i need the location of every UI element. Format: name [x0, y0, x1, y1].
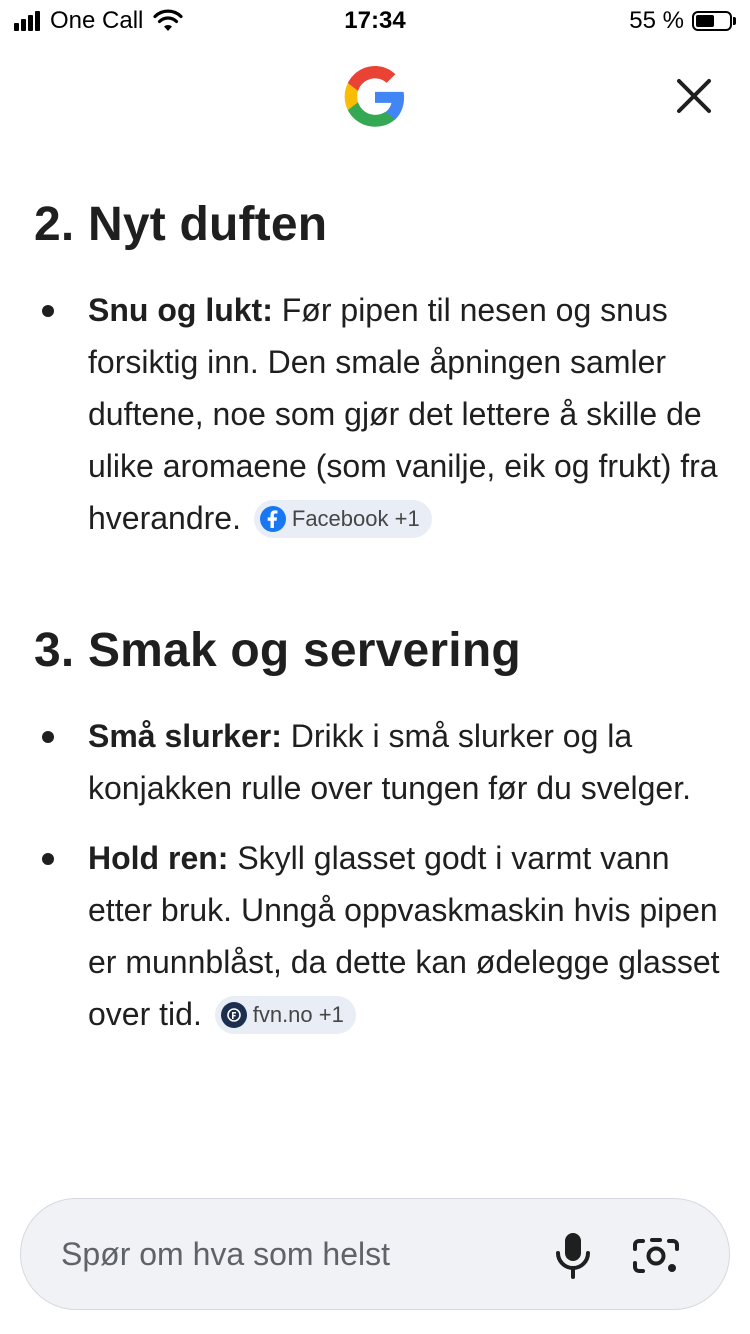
section-title-nyt-duften: 2. Nyt duften: [34, 198, 328, 251]
answer-content: [34, 190, 724, 1040]
bullet-list: [34, 710, 724, 1040]
status-bar: [0, 0, 750, 42]
source-chip-fvn[interactable]: [215, 996, 356, 1034]
source-chip-facebook[interactable]: [254, 500, 432, 538]
source-chip-label: Facebook +1: [291, 505, 420, 531]
carrier-name: One Call: [50, 7, 144, 34]
item-text: Drikk i små slurker og la konjakken rulle over tungen før du svelger.: [88, 718, 691, 806]
source-chip-label: fvn.no +1: [252, 1001, 344, 1027]
item-label: Hold ren:: [88, 840, 229, 876]
bullet-list: [34, 284, 724, 544]
battery-tip: [733, 17, 736, 25]
item-label: Snu og lukt:: [88, 292, 273, 328]
section-title-smak-og-servering: 3. Smak og servering: [34, 624, 521, 677]
clock: 17:34: [344, 7, 406, 34]
item-text: Skyll glasset godt i varmt vann etter bruk. Unngå oppvaskmaskin hvis pipen er munnblåst, da dette kan ødelegge glasset over tid.: [88, 840, 720, 1032]
list-item: [34, 832, 724, 1040]
search-input[interactable]: [61, 1229, 531, 1279]
facebook-icon: [260, 506, 286, 532]
bullet-dot: [42, 731, 54, 743]
list-item: [34, 710, 724, 814]
battery-icon: [692, 11, 732, 31]
google-logo: [344, 66, 406, 128]
search-bar: [20, 1198, 730, 1310]
battery-group: [629, 7, 736, 35]
item-label: Små slurker:: [88, 718, 282, 754]
item-text: Før pipen til nesen og snus forsiktig inn. Den smale åpningen samler duftene, noe som gjør det lettere å skille de ulike aromaene (som vanilje, eik og frukt) fra hverandre.: [88, 292, 718, 536]
bullet-dot: [42, 305, 54, 317]
close-icon[interactable]: [672, 74, 716, 118]
list-item: [34, 284, 724, 544]
microphone-icon[interactable]: [547, 1227, 599, 1283]
bullet-dot: [42, 853, 54, 865]
battery-level: [696, 15, 714, 27]
lens-camera-icon[interactable]: [629, 1229, 683, 1283]
fvn-icon: [221, 1002, 247, 1028]
battery-percent: 55 %: [629, 7, 684, 34]
